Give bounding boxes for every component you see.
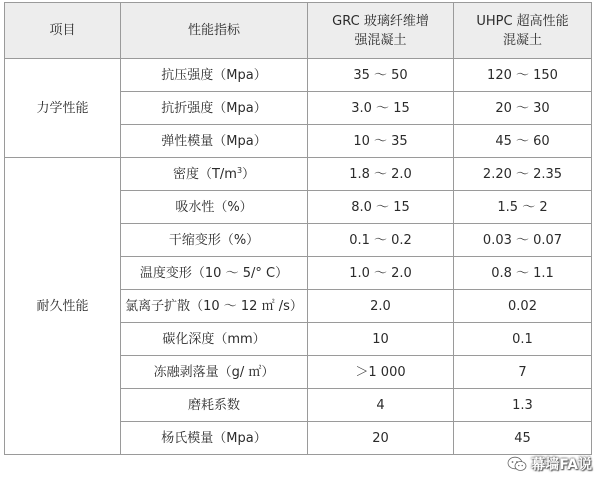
table-row (5, 158, 592, 191)
grc-value: 1.8 ～ 2.0 (308, 158, 454, 191)
row-label (121, 158, 308, 191)
row-label: 抗折强度（Mpa） (121, 92, 308, 125)
watermark-text: 幕墙FA说 (531, 457, 592, 473)
uhpc-value: 45 (454, 422, 592, 455)
wechat-icon (507, 456, 527, 472)
row-label: 冻融剥落量（g/ ㎡） (121, 356, 308, 389)
grc-value: 10 (308, 323, 454, 356)
uhpc-value: 120 ～ 150 (454, 59, 592, 92)
row-label: 干缩变形（%） (121, 224, 308, 257)
performance-comparison-table (4, 2, 592, 455)
row-label: 吸水性（%） (121, 191, 308, 224)
group-durability: 耐久性能 (5, 158, 121, 455)
uhpc-value: 2.20 ～ 2.35 (454, 158, 592, 191)
uhpc-value: 0.03 ～ 0.07 (454, 224, 592, 257)
grc-value: 1.0 ～ 2.0 (308, 257, 454, 290)
watermark (507, 454, 592, 474)
row-label: 碳化深度（mm） (121, 323, 308, 356)
uhpc-value: 1.5 ～ 2 (454, 191, 592, 224)
row-label: 抗压强度（Mpa） (121, 59, 308, 92)
row-label: 磨耗系数 (121, 389, 308, 422)
uhpc-value: 7 (454, 356, 592, 389)
grc-value: 4 (308, 389, 454, 422)
table-row (5, 59, 592, 92)
grc-value: 3.0 ～ 15 (308, 92, 454, 125)
row-label: 杨氏模量（Mpa） (121, 422, 308, 455)
grc-value: 35 ～ 50 (308, 59, 454, 92)
row-label-suffix: ） (242, 166, 256, 182)
grc-value: 20 (308, 422, 454, 455)
row-label-superscript: 3 (236, 165, 243, 175)
grc-value: 0.1 ～ 0.2 (308, 224, 454, 257)
row-label: 氯离子扩散（10 ～ 12 ㎡ /s） (121, 290, 308, 323)
group-mechanical: 力学性能 (5, 59, 121, 158)
uhpc-value: 1.3 (454, 389, 592, 422)
grc-value: 2.0 (308, 290, 454, 323)
header-uhpc: UHPC 超高性能混凝土 (454, 3, 592, 59)
header-item: 项目 (5, 3, 121, 59)
uhpc-value: 45 ～ 60 (454, 125, 592, 158)
uhpc-value: 0.1 (454, 323, 592, 356)
row-label-prefix: 密度（T/m (172, 166, 237, 182)
header-indicator: 性能指标 (121, 3, 308, 59)
uhpc-value: 20 ～ 30 (454, 92, 592, 125)
header-grc: GRC 玻璃纤维增强混凝土 (308, 3, 454, 59)
grc-value: 8.0 ～ 15 (308, 191, 454, 224)
uhpc-value: 0.8 ～ 1.1 (454, 257, 592, 290)
table-header-row (5, 3, 592, 59)
grc-value: ＞1 000 (308, 356, 454, 389)
row-label: 弹性模量（Mpa） (121, 125, 308, 158)
uhpc-value: 0.02 (454, 290, 592, 323)
grc-value: 10 ～ 35 (308, 125, 454, 158)
row-label: 温度变形（10 ～ 5/° C） (121, 257, 308, 290)
